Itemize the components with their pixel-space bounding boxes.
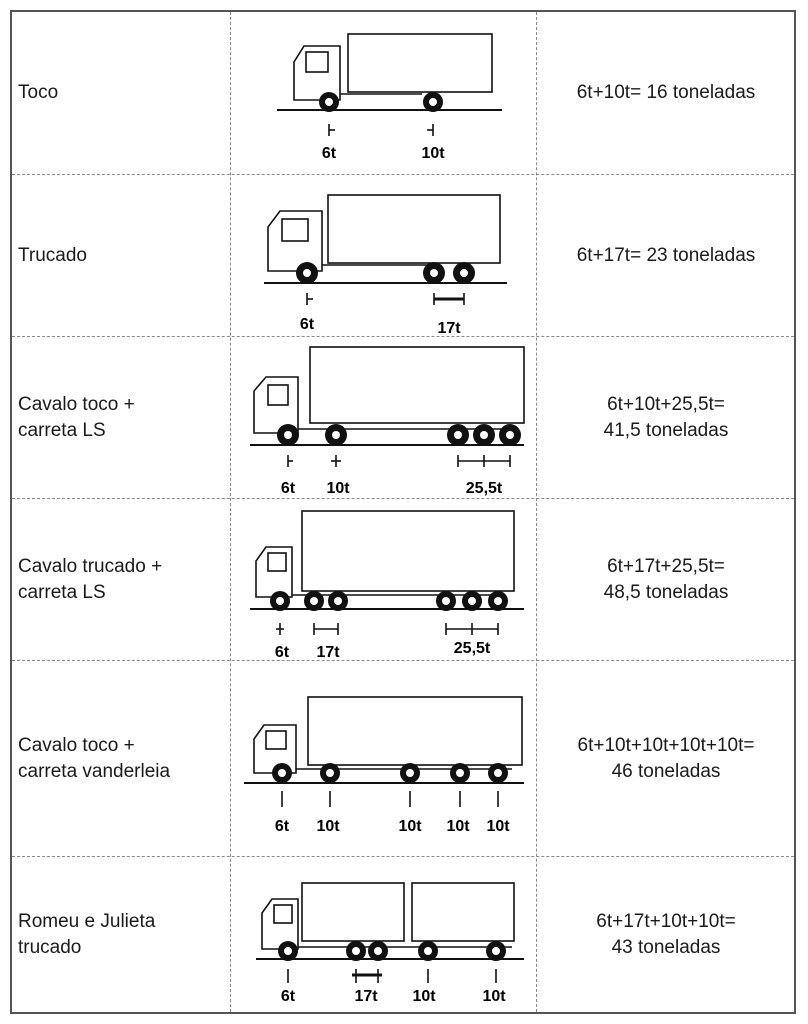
axle-label: 17t bbox=[437, 320, 461, 337]
axle-label: 6t bbox=[274, 818, 290, 835]
axle-label: 10t bbox=[482, 988, 506, 1005]
truck-diagram-cavalo-toco-ls bbox=[232, 337, 532, 499]
vehicle-name: Cavalo trucado + carreta LS bbox=[18, 556, 163, 603]
axle-label: 10t bbox=[446, 818, 470, 835]
weight-formula: 6t+10t= 16 toneladas bbox=[576, 82, 756, 103]
axle-label: 10t bbox=[316, 818, 340, 835]
truck-illustration bbox=[250, 511, 524, 609]
weight-formula: 6t+17t= 23 toneladas bbox=[576, 245, 756, 266]
table-row bbox=[12, 856, 794, 1013]
axle-label: 10t bbox=[326, 480, 350, 497]
truck-wheels bbox=[277, 424, 521, 446]
axle-label: 6t bbox=[321, 145, 337, 162]
truck-wheels bbox=[272, 763, 508, 783]
truck-diagram-trucado bbox=[232, 175, 532, 337]
axle-label: 6t bbox=[280, 480, 296, 497]
axle-label: 17t bbox=[316, 644, 340, 661]
table-row bbox=[12, 12, 794, 174]
truck-diagram-romeu-julieta bbox=[232, 857, 532, 1013]
axle-label: 6t bbox=[299, 316, 315, 333]
axle-markers bbox=[288, 455, 510, 467]
axle-label: 10t bbox=[412, 988, 436, 1005]
axle-label: 6t bbox=[274, 644, 290, 661]
truck-diagram-toco bbox=[232, 12, 532, 174]
axle-label: 25,5t bbox=[453, 640, 491, 657]
axle-label: 17t bbox=[354, 988, 378, 1005]
weight-formula: 6t+17t+25,5t= 48,5 toneladas bbox=[603, 556, 729, 603]
truck-weights-table bbox=[10, 10, 796, 1014]
axle-label: 25,5t bbox=[465, 480, 503, 497]
axle-label: 10t bbox=[486, 818, 510, 835]
weight-formula: 6t+10t+10t+10t+10t= 46 toneladas bbox=[577, 735, 755, 782]
axle-markers bbox=[276, 623, 498, 635]
truck-diagram-cavalo-trucado-ls bbox=[232, 499, 532, 661]
vehicle-name: Romeu e Julieta trucado bbox=[18, 911, 156, 958]
axle-markers bbox=[288, 969, 496, 983]
vehicle-name: Cavalo toco + carreta vanderleia bbox=[18, 735, 171, 782]
axle-label: 10t bbox=[398, 818, 422, 835]
truck-illustration bbox=[277, 34, 502, 110]
table-row bbox=[12, 174, 794, 337]
weight-formula: 6t+10t+25,5t= 41,5 toneladas bbox=[603, 394, 729, 441]
table-row bbox=[12, 660, 794, 857]
axle-markers bbox=[329, 124, 433, 136]
truck-diagram-vanderleia bbox=[232, 661, 532, 857]
table-row bbox=[12, 498, 794, 661]
weight-formula: 6t+17t+10t+10t= 43 toneladas bbox=[596, 911, 736, 958]
vehicle-name: Cavalo toco + carreta LS bbox=[18, 394, 135, 441]
axle-markers bbox=[307, 293, 464, 305]
axle-label: 10t bbox=[421, 145, 445, 162]
table-row bbox=[12, 336, 794, 499]
axle-label: 6t bbox=[280, 988, 296, 1005]
vehicle-name: Trucado bbox=[18, 245, 87, 266]
axle-markers bbox=[282, 791, 498, 807]
vehicle-name: Toco bbox=[18, 82, 59, 103]
